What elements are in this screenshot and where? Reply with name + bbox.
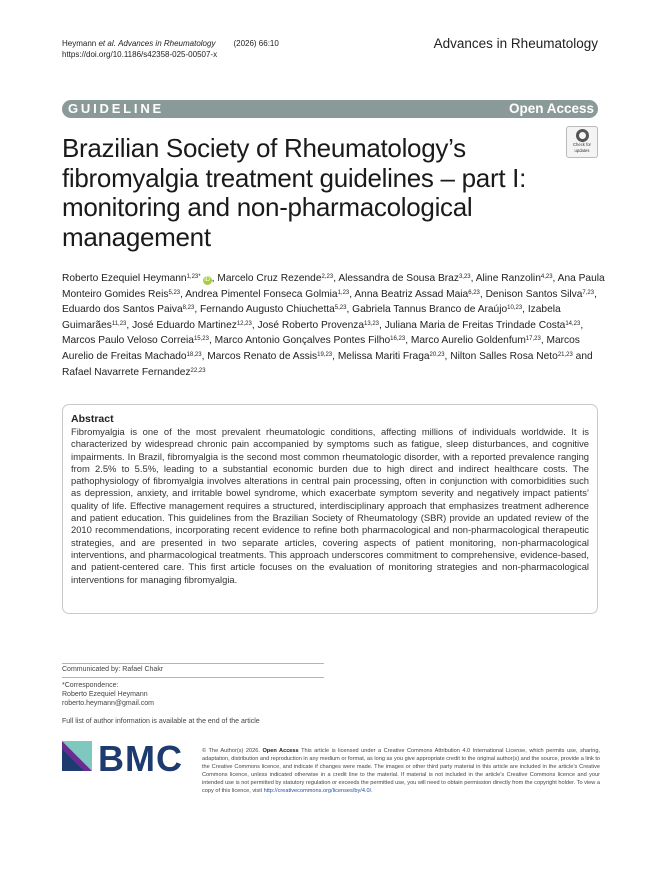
abstract-heading: Abstract [71,413,114,425]
footnote-divider [62,663,324,664]
citation-year: (2026) 66:10 [233,39,279,48]
author-name[interactable]: Marcos Paulo Veloso Correia [62,335,194,347]
author-affiliation: 10,23 [507,305,523,312]
license-link[interactable]: http://creativecommons.org/licenses/by/4.0/ [263,788,372,794]
author-name[interactable]: Izabela Guimarães [62,304,561,331]
author-name[interactable]: Marcos Aurelio de Freitas Machado [62,335,580,362]
orcid-icon[interactable]: iD [204,277,210,283]
abstract-text: Fibromyalgia is one of the most prevalent rheumatologic conditions, affecting millions of individuals worldwide. It is characterized by widespread chronic pain accompanied by symptoms such as fatigue, sleep disturbances, and cognitive impairments. In Brazil, fibromyalgia is the second most common rheumatologic disorder, with a reported prevalence ranging from 2.5% to 5.5%, leading to a substantial economic burden due to high direct and indirect healthcare costs. The pathophysiology of fibromyalgia involves alterations in central pain processing, often in conjunction with comorbidities such as depression, anxiety, and irritable bowel syndrome, which exacerbate symptom severity and negatively impact patients’ quality of life. Effective management requires a structured, interdisciplinary approach that emphasizes treatment adherence and patient education. This guidelines from the Brazilian Society of Rheumatology (SBR) provide an updated review of the 2010 recommendations, incorporating recent evidence to refine both pharmacological and non-pharmacological therapeutic strategies, and are presented in two separate articles, covering aspects of patient monitoring, non-pharmacological interventions, and pharmacological treatments. This approach underscores commitment to comprehensive, evidence-based, and patient-centered care. This first article focuses on the evaluation of monitoring strategies and non-pharmacological interventions for managing fibromyalgia. [71,426,589,585]
author-affiliation: 12,23 [236,320,252,327]
author-affiliation: 7,23 [582,289,595,296]
article-title: Brazilian Society of Rheumatology’s fibromyalgia treatment guidelines – part I: monitoring and non-pharmacological management [62,133,527,252]
author-affiliation: 13,23 [364,320,380,327]
author-affiliation: 20,23 [429,351,445,358]
author-name[interactable]: Roberto Ezequiel Heymann [62,273,187,284]
running-header [62,38,279,60]
license-text [202,747,600,795]
license-body: This article is licensed under a Creative Commons Attribution 4.0 International License, which permits use, sharing, adaptation, distribution and reproduction in any medium or format, as long as you give appropriate credit to the original author(s) and the source, provide a link to the Creative Commons licence, and indicate if changes were made. The images or other third party material in this article are included in the article’s Creative Commons licence, unless indicated otherwise in a credit line to the material. If material is not included in the article’s Creative Commons licence and your intended use is not permitted by statutory regulation or exceeds the permitted use, you will need to obtain permission directly from the copyright holder. To view a copy of this licence, visit [202,748,600,794]
author-name[interactable]: Andrea Pimentel Fonseca Golmia [185,288,338,300]
license-open-access: Open Access [262,748,299,754]
author-affiliation: 19,23 [317,351,333,358]
author-conjunction: and [575,350,593,362]
author-name[interactable]: Nilton Salles Rosa Neto [450,350,558,362]
author-affiliation: 6,23 [468,289,480,296]
author-name[interactable]: Alessandra de Sousa Braz [338,273,459,284]
check-for-updates-icon [576,129,589,142]
author-name[interactable]: Eduardo dos Santos Paiva [62,304,183,316]
license-end: . [371,788,373,794]
author-name[interactable]: Marco Aurelio Goldenfum [410,335,526,347]
author-affiliation: 3,23 [458,274,471,280]
author-affiliation: 5,23 [334,305,347,312]
correspondence-name: Roberto Ezequiel Heymann [62,691,148,698]
check-for-updates-line2: updates [574,147,590,153]
author-name[interactable]: Aline Ranzolin [475,273,541,284]
journal-name: Advances in Rheumatology [433,36,598,51]
citation-authors: Heymann [62,39,97,48]
article-type: GUIDELINE [68,101,164,116]
check-for-updates-button[interactable] [566,126,598,158]
citation-journal: Advances in Rheumatology [118,39,216,48]
author-affiliation: 18,23 [186,351,202,358]
bmc-wordmark: BMC [98,738,183,779]
author-name[interactable]: José Roberto Provenza [257,319,364,331]
author-name[interactable]: Gabriela Tannus Branco de Araújo [352,304,508,316]
author-affiliation: 1,23 [337,289,350,296]
author-affiliation: 17,23 [525,336,541,343]
author-list: Roberto Ezequiel Heymann$^{1,23*}$ iD , Marcelo Cruz Rezende$^{2,23}$, Alessandra de Sousa Braz$^{3,23}$, Aline Ranzolin$^{4,23}$, Ana Paula Monteiro Gomides Reis$^{5,23}$, Andrea Pimentel Fonseca Golmia$^{1,23}$, Anna Beatriz Assad Maia$^{6,23}$, Denison Santos Silva$^{7,23}$, Eduardo dos Santos Paiva$^{8,23}$, Fernando Augusto Chiuchetta$^{5,23}$, Gabriela Tannus Branco de Araújo$^{10,23}$, Izabela Guimarães$^{11,23}$, José Eduardo Martinez$^{12,23}$, José Roberto Provenza$^{13,23}$, Juliana Maria de Freitas Trindade Costa$^{14,23}$, Marcos Paulo Veloso Correia$^{15,23}$, Marco Antonio Gonçalves Pontes Filho$^{16,23}$, Marco Aurelio Goldenfum$^{17,23}$, Marcos Aurelio de Freitas Machado$^{18,23}$, Marcos Renato de Assis$^{19,23}$, Melissa Mariti Fraga$^{20,23}$, Nilton Salles Rosa Neto$^{21,23}$ and Rafael Navarrete Fernandez$^{22,23}$ [62,273,605,378]
author-name[interactable]: Anna Beatriz Assad Maia [354,288,469,300]
author-name[interactable]: Marcos Renato de Assis [207,350,318,362]
author-name[interactable]: Rafael Navarrete Fernandez [62,366,191,378]
author-name[interactable]: Denison Santos Silva [485,288,583,300]
author-name[interactable]: Ana Paula Monteiro Gomides Reis [62,273,605,300]
author-affiliation: 1,23* [186,274,201,280]
abstract-box [62,404,598,614]
correspondence-label: *Correspondence: [62,682,119,689]
author-affiliation: 4,23 [540,274,553,280]
author-name[interactable]: Melissa Mariti Fraga [337,350,430,362]
footnote-divider [62,677,324,678]
author-affiliation: 8,23 [182,305,195,312]
author-name[interactable]: Juliana Maria de Freitas Trindade Costa [384,319,566,331]
author-affiliation: 15,23 [193,336,209,343]
author-name[interactable]: Fernando Augusto Chiuchetta [200,304,335,316]
copyright: © The Author(s) 2026. [202,748,260,754]
author-affiliation: 22,23 [190,367,206,374]
author-info-note: Full list of author information is available at the end of the article [62,718,260,725]
correspondence-email[interactable]: roberto.heymann@gmail.com [62,700,154,707]
author-name[interactable]: Marcelo Cruz Rezende [217,273,322,284]
author-affiliation: 14,23 [565,320,581,327]
citation-etal: et al. [98,39,116,48]
doi-link[interactable]: https://doi.org/10.1186/s42358-025-00507-x [62,50,218,59]
author-affiliation: 2,23 [321,274,334,280]
author-name[interactable]: Marco Antonio Gonçalves Pontes Filho [214,335,391,347]
author-affiliation: 11,23 [111,320,127,327]
communicated-by: Communicated by: Rafael Chakr [62,666,164,673]
check-for-updates-line1: Check for [573,142,591,147]
open-access-label: Open Access [508,101,594,116]
correspondence [62,681,154,708]
author-name[interactable]: José Eduardo Martinez [132,319,237,331]
author-affiliation: 5,23 [168,289,181,296]
author-affiliation: 21,23 [557,351,573,358]
article-type-band [62,100,598,118]
author-affiliation: 16,23 [390,336,406,343]
